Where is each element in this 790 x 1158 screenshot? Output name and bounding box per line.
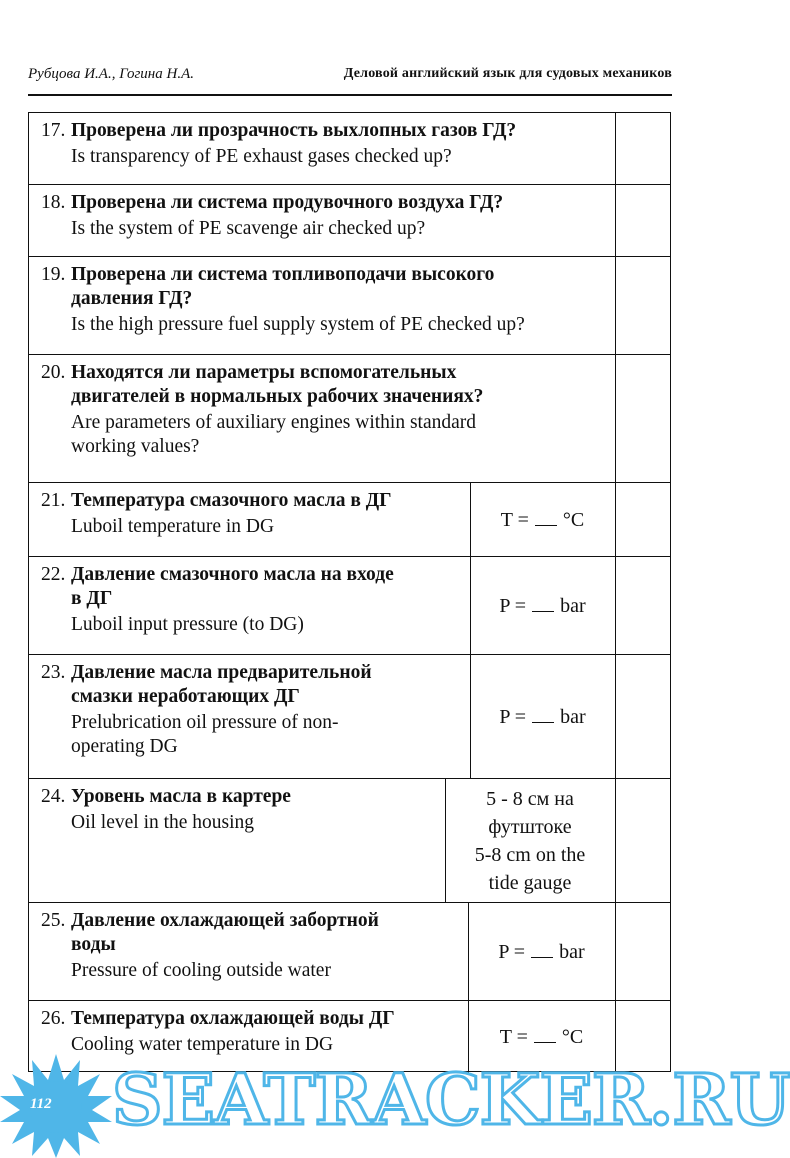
value-unit: bar <box>559 940 585 963</box>
row-number: 22. <box>41 564 66 585</box>
question-ru: Температура смазочного масла в ДГ <box>71 490 392 511</box>
header-title: Деловой английский язык для судовых механиков <box>343 66 672 81</box>
value-label: P = <box>498 940 526 963</box>
question-cell <box>41 661 372 759</box>
column-divider <box>615 655 616 778</box>
question-ru: воды <box>71 934 116 955</box>
question-cell <box>41 1007 395 1057</box>
column-divider <box>615 903 616 1000</box>
question-ru: Находятся ли параметры вспомогательных <box>71 362 457 383</box>
value-cell <box>468 903 615 1000</box>
value-label: P = <box>499 594 527 617</box>
question-cell <box>41 263 525 337</box>
value-blank-input[interactable] <box>532 710 554 723</box>
column-divider <box>615 355 616 482</box>
table-row <box>29 257 670 355</box>
row-number: 24. <box>41 786 66 807</box>
checklist-table <box>28 112 671 1072</box>
column-divider <box>615 557 616 654</box>
question-en: Are parameters of auxiliary engines within standard <box>71 412 477 433</box>
row-number: 17. <box>41 120 66 141</box>
table-row <box>29 113 670 185</box>
question-ru: Температура охлаждающей воды ДГ <box>71 1008 395 1029</box>
question-en: Prelubrication oil pressure of non- <box>71 712 339 733</box>
question-en: Is the high pressure fuel supply system of PE checked up? <box>71 314 525 335</box>
table-row <box>29 185 670 257</box>
value-blank-input[interactable] <box>534 1030 556 1043</box>
value-label: P = <box>499 705 527 728</box>
question-cell <box>41 361 483 459</box>
question-en: Pressure of cooling outside water <box>71 960 331 981</box>
row-number: 19. <box>41 264 66 285</box>
table-row <box>29 355 670 483</box>
question-ru: Проверена ли система продувочного воздуха ГД? <box>71 192 504 213</box>
table-row <box>29 655 670 779</box>
value-blank-input[interactable] <box>531 945 553 958</box>
value-unit: bar <box>560 594 586 617</box>
value-cell <box>445 779 615 902</box>
table-row <box>29 779 670 903</box>
question-ru: Проверена ли система топливоподачи высокого <box>71 264 495 285</box>
question-ru: Проверена ли прозрачность выхлопных газов ГД? <box>71 120 517 141</box>
value-cell <box>470 655 615 778</box>
value-blank-input[interactable] <box>532 599 554 612</box>
question-en: operating DG <box>71 736 178 757</box>
value-text: 5 - 8 см на <box>486 787 574 810</box>
column-divider <box>615 779 616 902</box>
question-cell <box>41 119 516 169</box>
page-number: 112 <box>30 1096 52 1112</box>
watermark-text: SEATRACKER.RU <box>112 1058 790 1141</box>
value-unit: °C <box>562 508 585 531</box>
question-cell <box>41 563 394 637</box>
question-ru: двигателей в нормальных рабочих значениях? <box>71 386 484 407</box>
question-en: Is transparency of PE exhaust gases checked up? <box>71 146 452 167</box>
row-number: 18. <box>41 192 66 213</box>
question-ru: Давление масла предварительной <box>71 662 372 683</box>
value-cell <box>470 557 615 654</box>
column-divider <box>615 185 616 256</box>
value-unit: bar <box>560 705 586 728</box>
row-number: 21. <box>41 490 66 511</box>
question-en: Luboil input pressure (to DG) <box>71 614 304 635</box>
question-ru: Уровень масла в картере <box>71 786 291 807</box>
page-header <box>28 62 672 96</box>
question-ru: Давление смазочного масла на входе <box>71 564 394 585</box>
value-label: T = <box>499 1026 528 1048</box>
question-ru: смазки неработающих ДГ <box>71 686 300 707</box>
value-cell <box>470 483 615 556</box>
row-number: 23. <box>41 662 66 683</box>
question-en: working values? <box>71 436 200 457</box>
value-label: T = <box>500 508 529 531</box>
question-ru: в ДГ <box>71 588 113 609</box>
question-en: Oil level in the housing <box>71 812 255 833</box>
question-ru: Давление охлаждающей забортной <box>71 910 379 931</box>
question-ru: давления ГД? <box>71 288 193 309</box>
question-cell <box>41 489 392 539</box>
value-blank-input[interactable] <box>535 513 557 526</box>
row-number: 25. <box>41 910 66 931</box>
question-cell <box>41 191 503 241</box>
question-en: Is the system of PE scavenge air checked up? <box>71 218 426 239</box>
question-cell <box>41 785 291 835</box>
value-text: футштоке <box>488 815 572 838</box>
table-row <box>29 483 670 557</box>
table-row <box>29 557 670 655</box>
column-divider <box>615 483 616 556</box>
value-text: tide gauge <box>488 871 572 894</box>
row-number: 26. <box>41 1008 66 1029</box>
table-row <box>29 903 670 1001</box>
column-divider <box>615 257 616 354</box>
column-divider <box>615 113 616 184</box>
question-en: Cooling water temperature in DG <box>71 1034 334 1055</box>
question-cell <box>41 909 379 983</box>
value-unit: °C <box>561 1026 584 1048</box>
question-en: Luboil temperature in DG <box>71 516 275 537</box>
row-number: 20. <box>41 362 66 383</box>
value-text: 5-8 cm on the <box>474 843 586 866</box>
header-authors: Рубцова И.А., Гогина Н.А. <box>28 66 194 82</box>
